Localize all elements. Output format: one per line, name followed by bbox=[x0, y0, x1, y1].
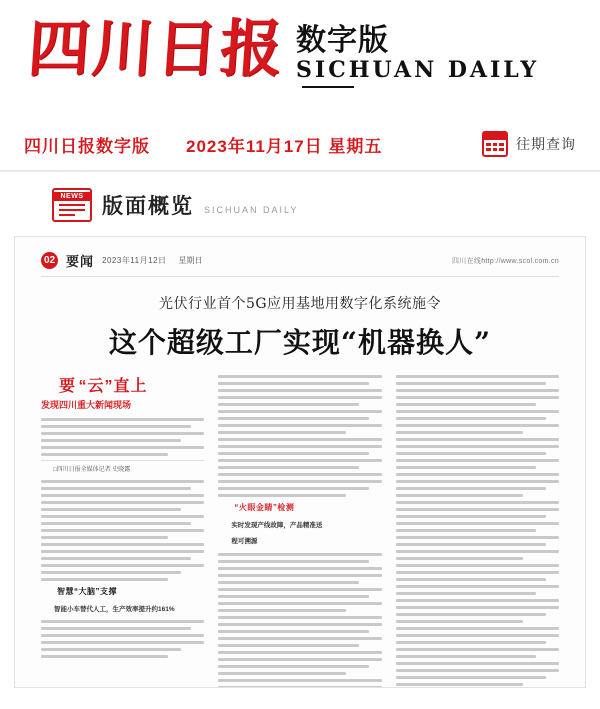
article-headline: 这个超级工厂实现“机器换人” bbox=[108, 326, 492, 359]
lead-prefix: 要 bbox=[59, 378, 77, 395]
article-column-3 bbox=[396, 375, 559, 688]
column1-subhead-detail: 智能小车替代人工，生产效率提升约161% bbox=[54, 606, 175, 613]
page-section-name: 要闻 bbox=[66, 254, 95, 269]
column2-subhead-detail: 实时发现产线故障，产品精准送 bbox=[231, 522, 323, 529]
date-bar bbox=[0, 118, 600, 172]
article-columns bbox=[41, 375, 559, 688]
article-date: 2023年11月12日 bbox=[102, 256, 167, 265]
news-badge-label: NEWS bbox=[54, 192, 90, 201]
logo-chinese: 四川日报 bbox=[25, 12, 287, 85]
column2-subhead: “火眼金睛”检测 bbox=[234, 503, 295, 512]
logo-digital-edition-label: 数字版 bbox=[296, 23, 390, 58]
news-badge-icon bbox=[52, 188, 92, 222]
masthead bbox=[0, 0, 600, 118]
section-header bbox=[0, 172, 600, 232]
article-column-1 bbox=[41, 375, 204, 688]
logo-secondary bbox=[296, 18, 600, 101]
archive-group[interactable] bbox=[482, 131, 576, 157]
archive-query-link[interactable]: 往期查询 bbox=[516, 136, 576, 152]
article-weekday: 星期日 bbox=[178, 256, 203, 265]
lead-banner bbox=[41, 375, 204, 413]
logo-english: SICHUAN DAILY bbox=[296, 57, 540, 83]
page-number-badge: 02 bbox=[41, 252, 58, 269]
article-header bbox=[41, 251, 559, 277]
section-title: 版面概览 bbox=[102, 195, 194, 218]
column2-subhead-detail-2: 程可溯源 bbox=[231, 538, 258, 546]
article-byline: □四川日报全媒体记者 史晓露 bbox=[41, 460, 204, 476]
lead-big-text: “云”直上 bbox=[78, 378, 148, 395]
section-title-en: SICHUAN DAILY bbox=[204, 205, 299, 215]
article-website: 四川在线http://www.scol.com.cn bbox=[452, 257, 559, 265]
column1-subhead: 智慧“大脑”支撑 bbox=[57, 587, 117, 596]
lead-second-line: 发现四川重大新闻现场 bbox=[41, 400, 132, 410]
current-date: 2023年11月17日 星期五 bbox=[186, 136, 383, 156]
calendar-icon[interactable] bbox=[482, 131, 508, 157]
article-column-2 bbox=[218, 375, 381, 688]
logo-rule bbox=[302, 86, 354, 88]
newspaper-page-preview[interactable] bbox=[14, 236, 586, 688]
digital-edition-title: 四川日报数字版 bbox=[24, 136, 150, 156]
article-shoulder-title: 光伏行业首个5G应用基地用数字化系统施令 bbox=[158, 296, 442, 312]
